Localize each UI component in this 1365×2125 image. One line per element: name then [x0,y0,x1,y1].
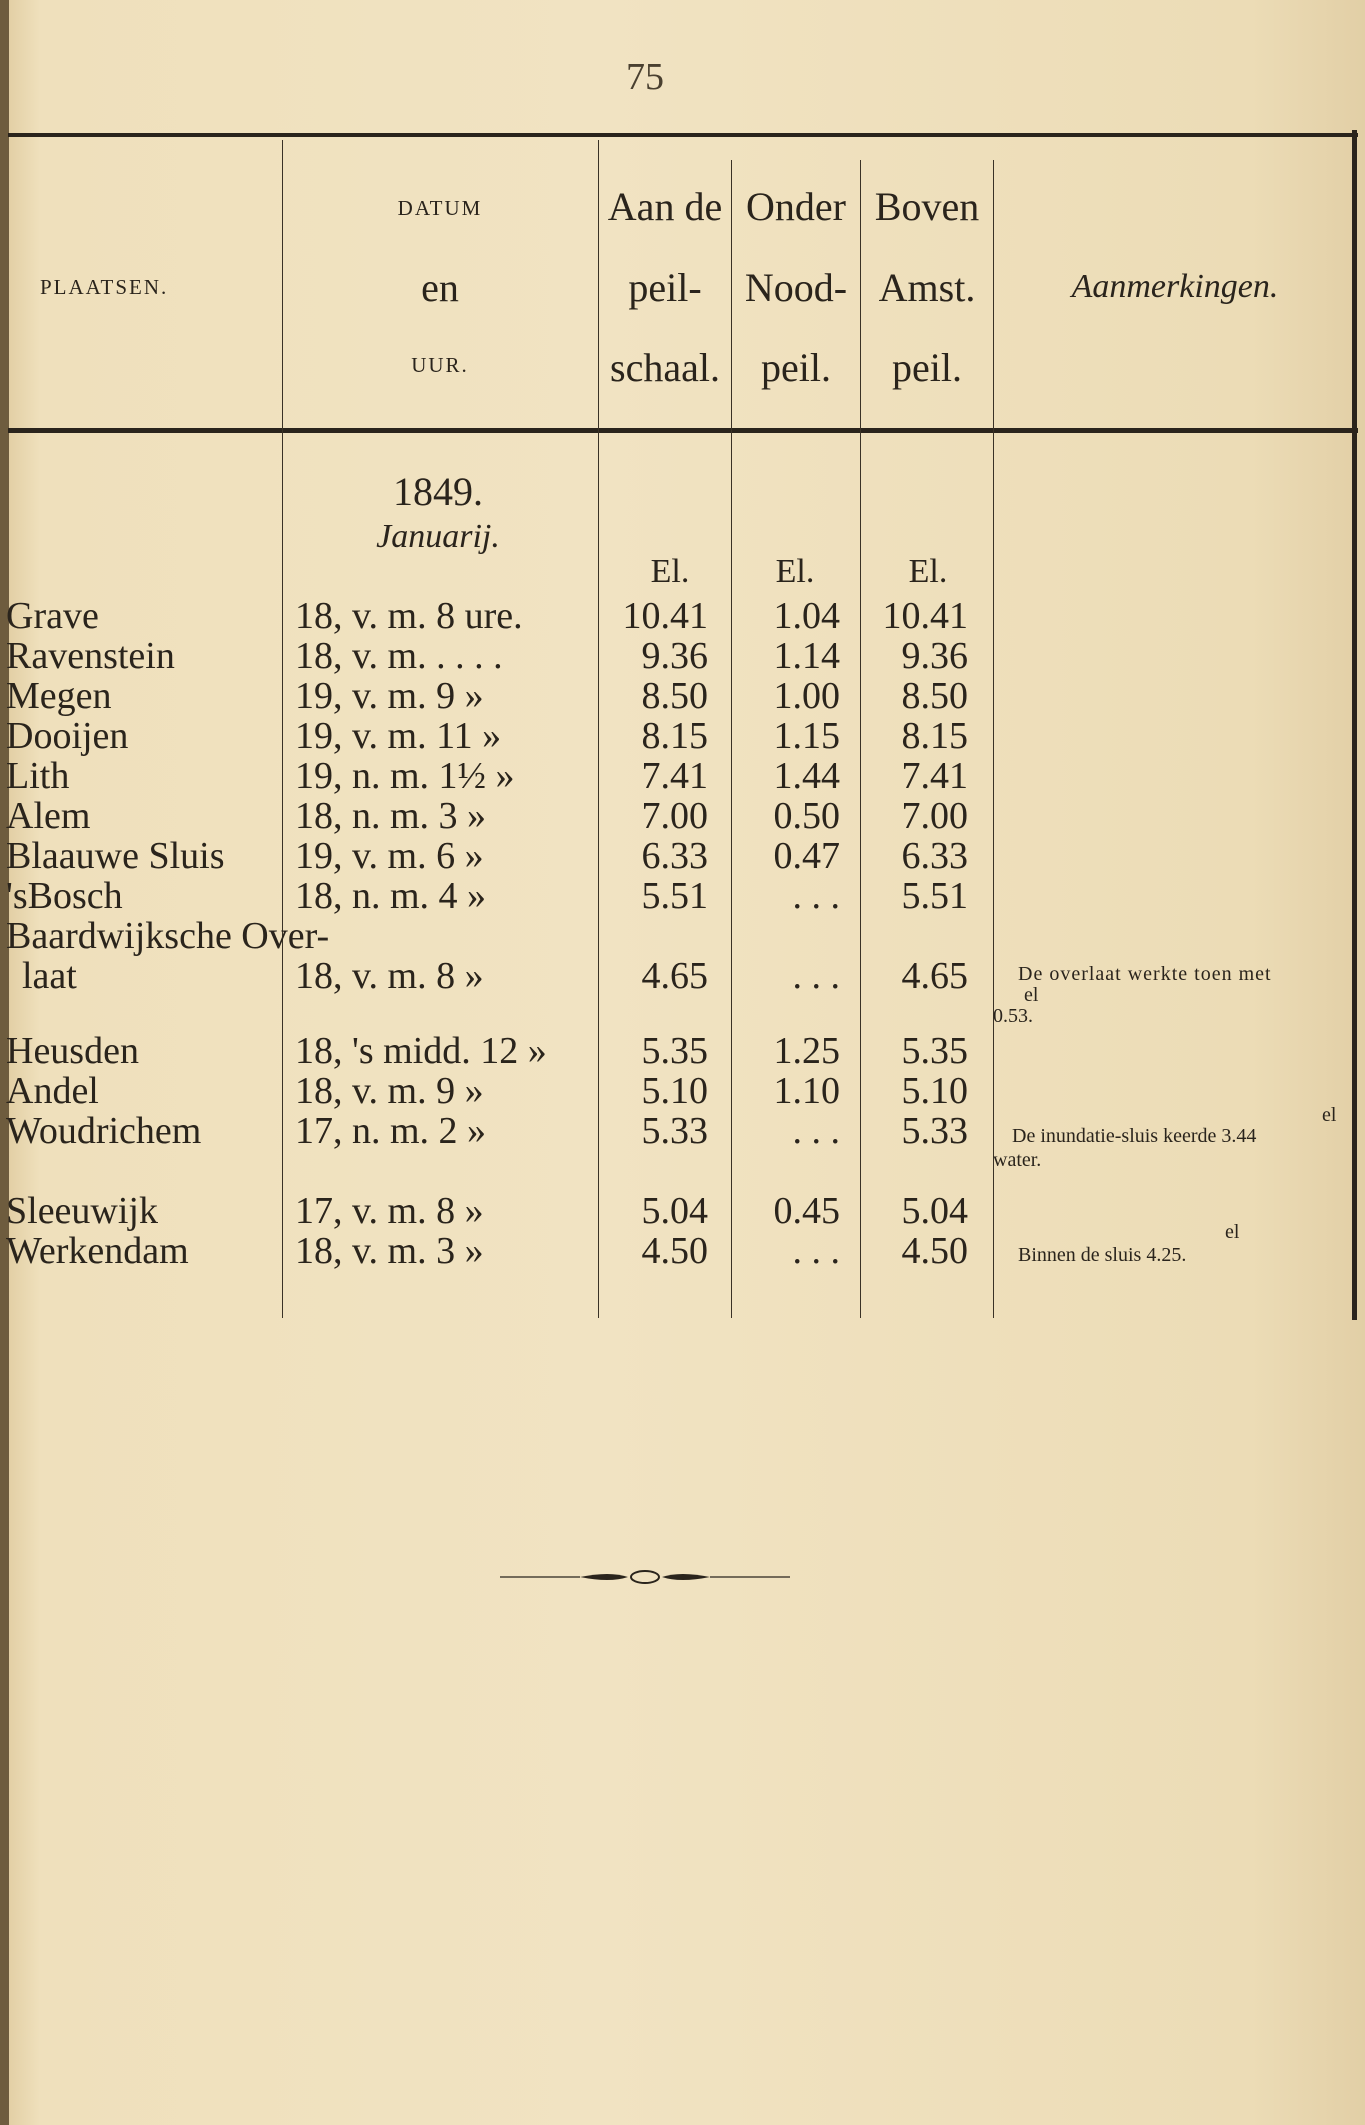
header-datum-2: en [421,265,459,310]
place-name: Ravenstein [6,635,175,677]
place-name: Sleeuwijk [6,1190,158,1232]
onder-noodpeil: 1.15 [773,715,840,757]
date-time: 18, v. m. 8 » [295,955,484,997]
onder-noodpeil: 1.00 [773,675,840,717]
header-plaatsen: PLAATSEN. [40,275,169,299]
date-time: 18, v. m. 3 » [295,1230,484,1272]
aan-peilschaal: 5.04 [641,1190,708,1232]
place-name: Werkendam [6,1230,189,1272]
aan-peilschaal: 10.41 [622,595,708,637]
date-time: 17, n. m. 2 » [295,1110,487,1152]
table-row [0,676,1365,716]
table-row [0,836,1365,876]
date-time: 18, v. m. . . . . [295,635,503,677]
unit-onder: El. [775,553,815,590]
onder-noodpeil: 1.04 [773,595,840,637]
boven-amst-peil: 8.50 [901,675,968,717]
onder-noodpeil: 1.44 [773,755,840,797]
onder-noodpeil: . . . [792,955,840,997]
ornament-rule-icon [500,1567,790,1587]
boven-amst-peil: 6.33 [901,835,968,877]
place-name: Woudrichem [6,1110,202,1152]
date-time: 19, v. m. 6 » [295,835,484,877]
onder-noodpeil: 0.47 [773,835,840,877]
remark-woudrichem-water: water. [993,1149,1042,1171]
table-row [0,1191,1365,1231]
header-boven-3: peil. [892,345,962,390]
onder-noodpeil: . . . [792,875,840,917]
boven-amst-peil: 5.10 [901,1070,968,1112]
remark-overlaat-value: 0.53. [993,1005,1033,1027]
place-name: laat [22,955,77,997]
aan-peilschaal: 4.65 [641,955,708,997]
table-row [0,596,1365,636]
unit-aan: El. [650,553,690,590]
table-row [0,636,1365,676]
header-onder-3: peil. [761,345,831,390]
aan-peilschaal: 5.35 [641,1030,708,1072]
place-name: Dooijen [6,715,129,757]
top-rule [8,133,1358,137]
boven-amst-peil: 5.35 [901,1030,968,1072]
header-datum-3: UUR. [411,353,469,377]
remark-overlaat: De overlaat werkte toen met [1018,963,1272,985]
table-row [0,796,1365,836]
date-time: 18, 's midd. 12 » [295,1030,547,1072]
table-row [0,716,1365,756]
date-time: 18, v. m. 9 » [295,1070,484,1112]
header-boven-1: Boven [874,184,980,229]
onder-noodpeil: 1.14 [773,635,840,677]
date-time: 18, n. m. 3 » [295,795,487,837]
month-label: Januarij. [376,518,500,555]
aan-peilschaal: 5.51 [641,875,708,917]
place-name: Grave [6,595,99,637]
header-onder-2: Nood- [744,265,848,310]
date-time: 18, v. m. 8 ure. [295,595,523,637]
remark-werkendam-el: el [1225,1221,1240,1243]
aan-peilschaal: 6.33 [641,835,708,877]
table-row [0,876,1365,916]
onder-noodpeil: 1.25 [773,1030,840,1072]
table-row [0,1031,1365,1071]
place-name: Blaauwe Sluis [6,835,225,877]
aan-peilschaal: 4.50 [641,1230,708,1272]
boven-amst-peil: 5.51 [901,875,968,917]
table-row [0,756,1365,796]
onder-noodpeil: . . . [792,1230,840,1272]
table-row [0,916,1365,956]
date-time: 17, v. m. 8 » [295,1190,484,1232]
aan-peilschaal: 8.50 [641,675,708,717]
aan-peilschaal: 7.41 [641,755,708,797]
place-name: 'sBosch [6,875,123,917]
date-time: 19, n. m. 1½ » [295,755,515,797]
boven-amst-peil: 7.00 [901,795,968,837]
place-name: Andel [6,1070,99,1112]
remark-werkendam: Binnen de sluis 4.25. [1018,1244,1187,1266]
header-boven-2: Amst. [878,265,976,310]
boven-amst-peil: 5.33 [901,1110,968,1152]
remark-woudrichem: De inundatie-sluis keerde 3.44 [1012,1125,1257,1147]
header-aan-3: schaal. [610,345,720,390]
header-bottom-rule [8,428,1358,433]
header-onder-1: Onder [746,184,846,229]
date-time: 19, v. m. 9 » [295,675,484,717]
boven-amst-peil: 9.36 [901,635,968,677]
year-label: 1849. [393,469,483,514]
header-aan-1: Aan de [607,184,723,229]
date-time: 18, n. m. 4 » [295,875,487,917]
onder-noodpeil: 0.50 [773,795,840,837]
boven-amst-peil: 5.04 [901,1190,968,1232]
aan-peilschaal: 5.10 [641,1070,708,1112]
boven-amst-peil: 4.50 [901,1230,968,1272]
place-name: Heusden [6,1030,139,1072]
boven-amst-peil: 4.65 [901,955,968,997]
table-row [0,1071,1365,1111]
place-name: Megen [6,675,112,717]
header-aanmerkingen: Aanmerkingen. [1071,268,1279,305]
place-name: Lith [6,755,70,797]
aan-peilschaal: 7.00 [641,795,708,837]
place-name: Baardwijksche Over- [6,915,330,957]
aan-peilschaal: 9.36 [641,635,708,677]
unit-boven: El. [908,553,948,590]
date-time: 19, v. m. 11 » [295,715,502,757]
remark-overlaat-el: el [1024,984,1039,1006]
boven-amst-peil: 10.41 [882,595,968,637]
onder-noodpeil: 0.45 [773,1190,840,1232]
boven-amst-peil: 7.41 [901,755,968,797]
onder-noodpeil: . . . [792,1110,840,1152]
header-aan-2: peil- [628,265,702,310]
onder-noodpeil: 1.10 [773,1070,840,1112]
place-name: Alem [6,795,91,837]
aan-peilschaal: 8.15 [641,715,708,757]
boven-amst-peil: 8.15 [901,715,968,757]
header-datum-1: DATUM [397,196,483,220]
remark-woudrichem-el: el [1322,1104,1337,1126]
page-number: 75 [626,56,664,98]
aan-peilschaal: 5.33 [641,1110,708,1152]
